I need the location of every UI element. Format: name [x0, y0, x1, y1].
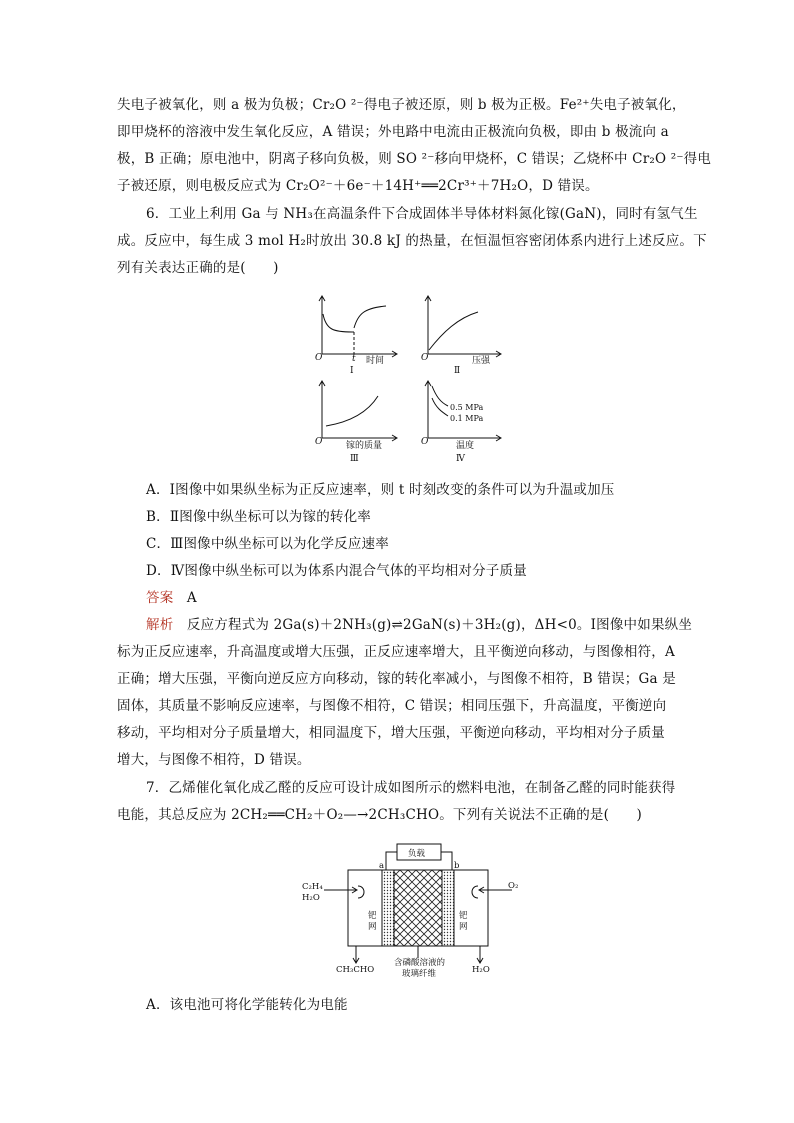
electrode-left: [382, 870, 394, 946]
q6-analysis-line-1: [146, 616, 692, 634]
q6-option-b: B．Ⅱ图像中纵坐标可以为镓的转化率: [146, 509, 371, 525]
graph-4-label-05mpa: 0.5 MPa: [450, 403, 484, 412]
intro-line-3: 极，B 正确；原电池中，阴离子移向负极，则 SO ²⁻移向甲烧杯，C 错误；乙烧杯中 Cr₂O ²⁻得电: [117, 151, 712, 167]
graph-3-curve: [326, 396, 378, 426]
q6-option-c: C．Ⅲ图像中纵坐标可以为化学反应速率: [146, 536, 389, 552]
graph-1-roman: Ⅰ: [350, 366, 354, 376]
membrane-label-1: 含磷酸溶液的: [394, 958, 446, 968]
graph-2-xlabel: 压强: [472, 356, 491, 366]
membrane-label-2: 玻璃纤维: [402, 969, 437, 978]
electrode-left-char-1: 钯: [368, 911, 377, 921]
intro-line-4: 子被还原，则电极反应式为 Cr₂O²⁻＋6e⁻＋14H⁺══2Cr³⁺＋7H₂O，D 错误。: [117, 178, 599, 194]
graph-2: [425, 296, 501, 357]
graph-1-xlabel: 时间: [366, 356, 385, 366]
q7-stem-line-1: 7．乙烯催化氧化成乙醛的反应可设计成如图所示的燃料电池，在制备乙醛的同时能获得: [146, 780, 676, 796]
q7-option-a: A．该电池可将化学能转化为电能: [146, 997, 348, 1013]
answer-label: 答案: [146, 590, 174, 606]
q6-analysis-line-6: 增大，与图像不相符，D 错误。: [117, 752, 311, 768]
glass-fiber-membrane: [394, 870, 442, 946]
q6-analysis-line-5: 移动，平均相对分子质量增大，相同温度下，增大压强，平衡逆向移动，平均相对分子质量: [117, 725, 665, 741]
q6-analysis-line-4: 固体，其质量不影响反应速率，与图像不相符，C 错误；相同压强下，升高温度，平衡逆向: [117, 698, 667, 714]
electrode-left-char-2: 网: [368, 922, 377, 932]
analysis-label: 解析: [146, 617, 174, 633]
terminal-a-label: a: [379, 861, 385, 871]
outlet-left-label: CH₃CHO: [336, 965, 375, 975]
load-label: 负载: [408, 849, 426, 859]
q6-option-d: D．Ⅳ图像中纵坐标可以为体系内混合气体的平均相对分子质量: [146, 563, 527, 579]
wire-b: [441, 852, 452, 870]
wire-a: [386, 852, 397, 870]
q6-stem-line-3: 列有关表达正确的是( ): [117, 260, 279, 276]
answer-value: A: [186, 590, 197, 606]
q7-stem-line-2: 电能，其总反应为 2CH₂══CH₂＋O₂—→2CH₃CHO。下列有关说法不正确的是( ): [117, 807, 642, 823]
q6-analysis-line-2: 标为正反应速率，升高温度或增大压强，正反应速率增大，且平衡逆向移动，与图像相符，A: [117, 644, 675, 660]
q6-stem-line-2: 成。反应中，每生成 3 mol H₂时放出 30.8 kJ 的热量，在恒温恒容密闭体系内进行上述反应。下: [117, 233, 707, 249]
inlet-left-label-2: H₂O: [302, 893, 320, 903]
q6-option-a: A．Ⅰ图像中如果纵坐标为正反应速率，则 t 时刻改变的条件可以为升温或加压: [146, 482, 615, 498]
graph-1-t-label: t: [352, 354, 356, 364]
graph-1: [319, 296, 397, 357]
graph-4-origin: O: [421, 437, 429, 447]
analysis-text-1: 反应方程式为 2Ga(s)＋2NH₃(g)⇌2GaN(s)＋3H₂(g)，ΔH<0。Ⅰ图像中如果纵坐: [186, 617, 693, 633]
graph-3-origin: O: [315, 437, 323, 447]
graph-3: [319, 381, 397, 441]
graph-1-origin: O: [315, 353, 323, 363]
graph-3-roman: Ⅲ: [350, 454, 359, 464]
intro-line-2: 即甲烧杯的溶液中发生氧化反应，A 错误；外电路中电流由正极流向负极，即由 b 极流向 a: [117, 124, 669, 140]
graph-4-xlabel: 温度: [456, 441, 475, 451]
terminal-b-label: b: [454, 861, 460, 871]
inlet-left-label-1: C₂H₄: [302, 882, 323, 892]
graph-2-roman: Ⅱ: [454, 366, 461, 376]
q6-stem-line-1: 6．工业上利用 Ga 与 NH₃在高温条件下合成固体半导体材料氮化镓(GaN)，同时有氢气生: [146, 206, 698, 222]
graph-4-label-01mpa: 0.1 MPa: [450, 414, 484, 423]
electrode-right: [442, 870, 454, 946]
electrode-right-char-2: 网: [459, 922, 468, 932]
graph-4-curve-low-p: [432, 398, 448, 416]
inlet-right-label: O₂: [508, 881, 519, 891]
electrode-right-char-1: 钯: [459, 911, 468, 921]
graph-4-roman: Ⅳ: [456, 454, 465, 464]
graph-1-curve-after: [354, 306, 386, 328]
q6-answer-row: [146, 589, 197, 607]
graph-1-curve-before: [323, 314, 354, 332]
outlet-right-label: H₂O: [472, 965, 490, 975]
graph-3-xlabel: 镓的质量: [346, 441, 383, 451]
graph-2-curve: [429, 312, 478, 350]
graph-2-origin: O: [421, 353, 429, 363]
q6-graphs-figure: [308, 292, 508, 472]
q7-fuel-cell-diagram: [296, 838, 536, 978]
q6-analysis-line-3: 正确；增大压强，平衡向逆反应方向移动，镓的转化率减小，与图像不相符，B 错误；Ga 是: [117, 671, 676, 687]
intro-line-1: 失电子被氧化，则 a 极为负极；Cr₂O ²⁻得电子被还原，则 b 极为正极。Fe²⁺失电子被氧化，: [117, 97, 686, 113]
